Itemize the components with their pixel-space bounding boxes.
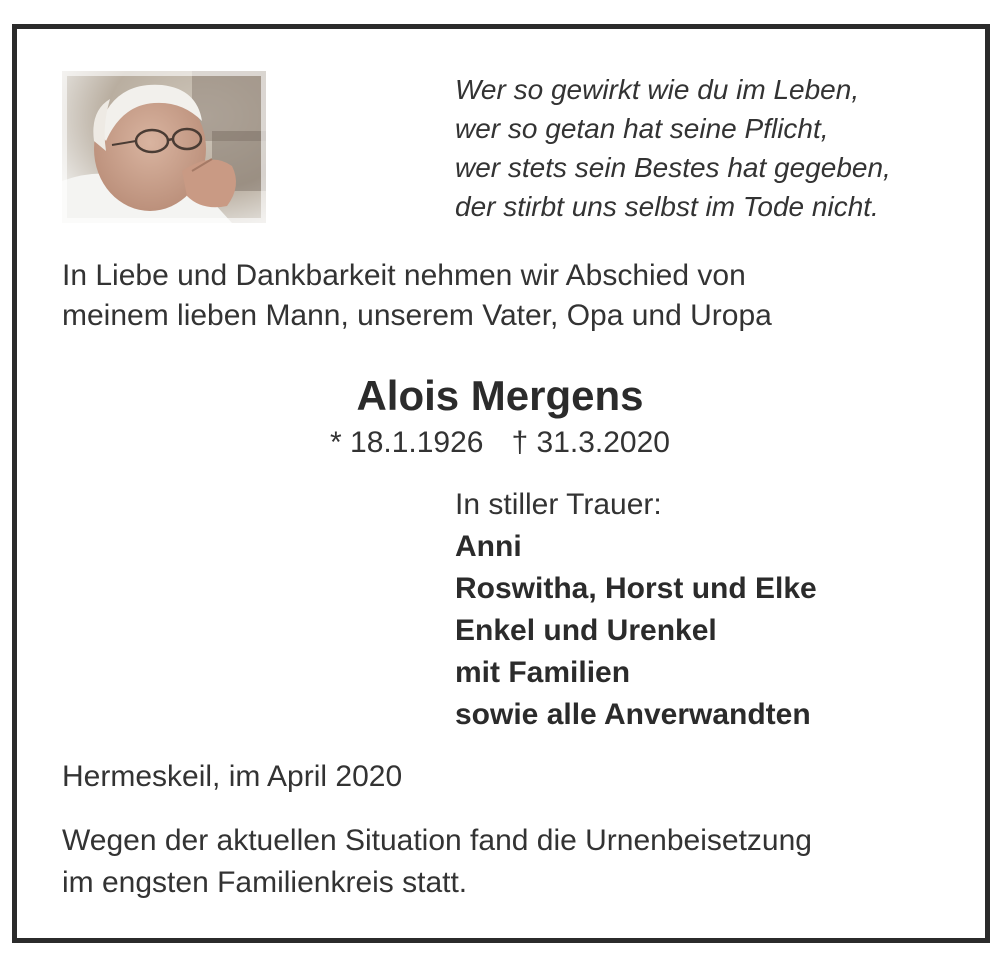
poem-line: wer so getan hat seine Pflicht, <box>455 113 829 144</box>
mourners-label: In stiller Trauer: <box>455 488 662 521</box>
mourner-name: Anni <box>455 530 522 563</box>
mourner-name: mit Familien <box>455 656 631 689</box>
intro-line: meinem lieben Mann, unserem Vater, Opa und Uropa <box>62 299 772 332</box>
burial-note <box>62 820 962 904</box>
mourner-name: Enkel und Urenkel <box>455 614 717 647</box>
mourner-name: Roswitha, Horst und Elke <box>455 572 817 605</box>
note-line: Wegen der aktuellen Situation fand die Urnenbeisetzung <box>62 824 812 857</box>
poem-line: der stirbt uns selbst im Tode nicht. <box>455 191 879 222</box>
death-date: † 31.3.2020 <box>511 426 670 459</box>
portrait-photo <box>62 71 266 223</box>
portrait-photo-icon <box>62 71 266 223</box>
note-line: im engsten Familienkreis statt. <box>62 866 468 899</box>
mourners-block <box>455 484 975 736</box>
poem-line: Wer so gewirkt wie du im Leben, <box>455 74 860 105</box>
poem-line: wer stets sein Bestes hat gegeben, <box>455 152 891 183</box>
birth-date: * 18.1.1926 <box>330 426 484 459</box>
intro-line: In Liebe und Dankbarkeit nehmen wir Abschied von <box>62 259 746 292</box>
life-dates <box>0 423 1000 463</box>
intro-text <box>62 256 942 336</box>
poem <box>455 70 955 226</box>
deceased-name: Alois Mergens <box>356 372 644 419</box>
mourner-name: sowie alle Anverwandten <box>455 698 811 731</box>
place-date: Hermeskeil, im April 2020 <box>62 760 403 793</box>
